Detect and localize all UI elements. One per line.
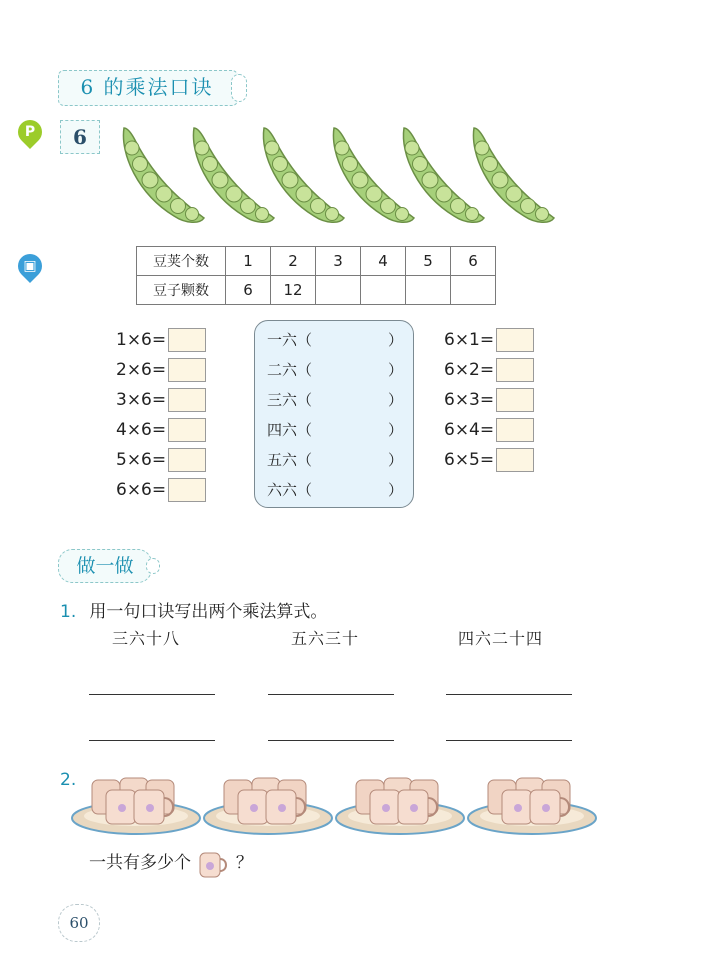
answer-box[interactable] — [496, 388, 534, 412]
cup-icon — [196, 849, 230, 879]
rhyme-line[interactable]: 一六（ ） — [267, 331, 403, 349]
left-equations — [116, 328, 206, 502]
section-number: 6 — [60, 120, 100, 154]
question-text: 用一句口诀写出两个乘法算式。 — [89, 602, 328, 622]
rhyme-panel — [254, 320, 414, 508]
right-equations — [444, 328, 534, 472]
equation: 6×6= — [116, 478, 206, 502]
table-row — [137, 276, 496, 305]
page-title: 6 的乘法口诀 — [80, 75, 214, 99]
rhyme-phrase: 三六十八 — [112, 629, 181, 648]
answer-line[interactable] — [268, 740, 394, 741]
equation: 4×6= — [116, 418, 206, 442]
answer-line[interactable] — [89, 740, 215, 741]
table-cell: 6 — [226, 276, 271, 305]
equation: 2×6= — [116, 358, 206, 382]
equation: 5×6= — [116, 448, 206, 472]
equation: 1×6= — [116, 328, 206, 352]
table-cell: 6 — [451, 247, 496, 276]
answer-box[interactable] — [168, 418, 206, 442]
answer-cell[interactable] — [316, 276, 361, 305]
rhyme-phrase: 四六二十四 — [458, 629, 544, 648]
answer-box[interactable] — [496, 358, 534, 382]
banner-tail — [231, 74, 247, 102]
table-cell: 2 — [271, 247, 316, 276]
practice-banner: 做一做 — [58, 549, 152, 583]
table-cell: 5 — [406, 247, 451, 276]
rhyme-line[interactable]: 三六（ ） — [267, 391, 403, 409]
answer-cell[interactable] — [451, 276, 496, 305]
answer-cell[interactable] — [361, 276, 406, 305]
cup-tray-icon — [202, 772, 334, 838]
rhyme-line[interactable]: 五六（ ） — [267, 451, 403, 469]
answer-cell[interactable] — [406, 276, 451, 305]
answer-box[interactable] — [496, 448, 534, 472]
answer-line[interactable] — [446, 694, 572, 695]
question-1 — [60, 597, 327, 622]
observe-marker-icon: ▣ — [13, 249, 47, 283]
rhyme-line[interactable]: 二六（ ） — [267, 361, 403, 379]
question-number: 1. — [60, 602, 77, 622]
table-row — [137, 247, 496, 276]
rhyme-line[interactable]: 四六（ ） — [267, 421, 403, 439]
question-number: 2. — [60, 770, 77, 790]
rhyme-line[interactable]: 六六（ ） — [267, 481, 403, 499]
equation: 6×3= — [444, 388, 534, 412]
equation: 6×5= — [444, 448, 534, 472]
cup-tray-icon — [334, 772, 466, 838]
equation: 6×4= — [444, 418, 534, 442]
cup-tray-icon — [466, 772, 598, 838]
answer-line[interactable] — [446, 740, 572, 741]
answer-line[interactable] — [268, 694, 394, 695]
table-cell: 4 — [361, 247, 406, 276]
answer-box[interactable] — [496, 328, 534, 352]
answer-box[interactable] — [168, 478, 206, 502]
answer-line[interactable] — [89, 694, 215, 695]
row-header: 豆荚个数 — [137, 247, 226, 276]
table-cell: 12 — [271, 276, 316, 305]
equation: 3×6= — [116, 388, 206, 412]
bean-count-table — [136, 246, 496, 305]
equation: 6×2= — [444, 358, 534, 382]
page-number: 60 — [58, 904, 100, 942]
answer-box[interactable] — [168, 388, 206, 412]
explore-marker-icon: P — [13, 115, 47, 149]
question-2-text: 一共有多少个 ？ — [89, 848, 253, 878]
rhyme-phrase: 五六三十 — [291, 629, 360, 648]
banner-tail — [146, 558, 160, 574]
answer-box[interactable] — [168, 448, 206, 472]
cup-tray-icon — [70, 772, 202, 838]
equation: 6×1= — [444, 328, 534, 352]
row-header: 豆子颗数 — [137, 276, 226, 305]
answer-box[interactable] — [168, 328, 206, 352]
table-cell: 1 — [226, 247, 271, 276]
answer-box[interactable] — [168, 358, 206, 382]
answer-box[interactable] — [496, 418, 534, 442]
pea-pod-icon — [468, 124, 558, 232]
table-cell: 3 — [316, 247, 361, 276]
